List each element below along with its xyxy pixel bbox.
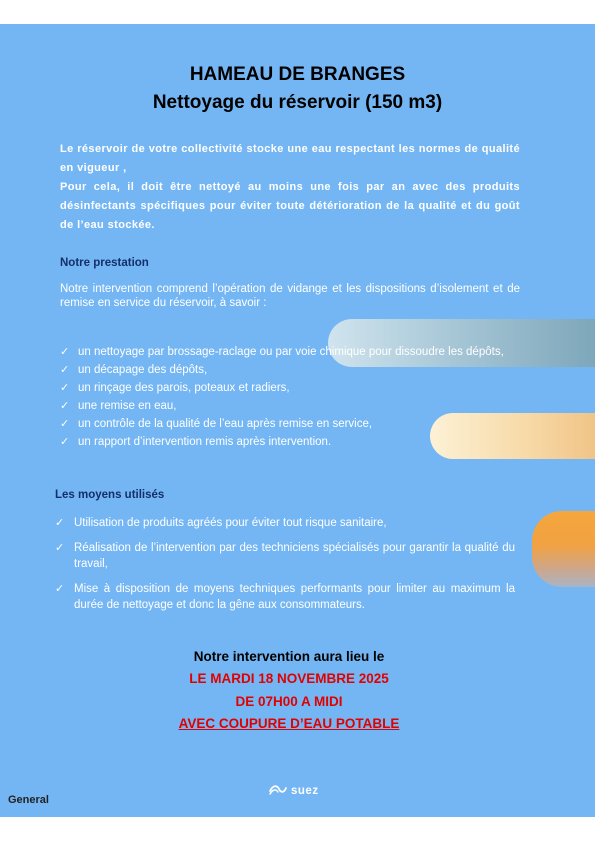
intro-line-1: Le réservoir de votre collectivité stocke une eau respectant les normes de qualité en vigueur , <box>60 143 520 174</box>
checkmark-icon: ✓ <box>60 400 70 412</box>
list-item: ✓ un rapport d’intervention remis après intervention. <box>60 433 530 451</box>
checkmark-icon: ✓ <box>60 436 70 448</box>
checkmark-icon: ✓ <box>55 583 65 595</box>
list-item: ✓ Réalisation de l’intervention par des techniciens spécialisés pour garantir la qualité du travail, <box>55 542 515 570</box>
list-item: ✓ Mise à disposition de moyens techniques performants pour limiter au maximum la durée de nettoyage et donc la gêne aux consommateurs. <box>55 583 515 611</box>
checkmark-icon: ✓ <box>60 346 70 358</box>
decorative-band-sunset <box>532 511 595 587</box>
page-title: HAMEAU DE BRANGES <box>189 64 406 85</box>
list-item: ✓ une remise en eau, <box>60 397 530 415</box>
checkmark-icon: ✓ <box>60 382 70 394</box>
suez-logo <box>268 782 319 799</box>
intro-line-2: Pour cela, il doit être nettoyé au moins une fois par an avec des produits désinfectants spécifiques pour éviter toute détérioration de la qualité et du goût de l’eau stockée. <box>60 181 520 231</box>
prestation-list <box>60 343 530 451</box>
intervention-time: DE 07H00 A MIDI <box>235 694 343 709</box>
checkmark-icon: ✓ <box>55 517 65 529</box>
list-item: ✓ un contrôle de la qualité de l’eau après remise en service, <box>60 415 530 433</box>
flyer-page <box>0 24 595 817</box>
intro-text <box>60 140 520 235</box>
prestation-heading: Notre prestation <box>60 257 149 269</box>
classification-label: General <box>8 794 49 806</box>
checkmark-icon: ✓ <box>60 364 70 376</box>
moyens-heading: Les moyens utilisés <box>55 489 165 501</box>
intervention-notice: Notre intervention aura lieu le <box>193 649 385 664</box>
page-subtitle: Nettoyage du réservoir (150 m3) <box>152 92 443 113</box>
list-item: ✓ Utilisation de produits agréés pour éviter tout risque sanitaire, <box>55 517 387 529</box>
suez-logo-icon <box>268 782 288 799</box>
intervention-date: LE MARDI 18 NOVEMBRE 2025 <box>189 671 389 686</box>
brand-name: suez <box>291 784 319 797</box>
prestation-text: Notre intervention comprend l’opération de vidange et les dispositions d’isolement et de remise en service du réservoir, à savoir : <box>60 283 520 309</box>
list-item: ✓ un décapage des dépôts, <box>60 361 530 379</box>
checkmark-icon: ✓ <box>60 418 70 430</box>
list-item: ✓ un rinçage des parois, poteaux et radiers, <box>60 379 530 397</box>
list-item: ✓ un nettoyage par brossage-raclage ou par voie chimique pour dissoudre les dépôts, <box>60 343 530 361</box>
water-cut-warning: AVEC COUPURE D’EAU POTABLE <box>178 716 400 731</box>
moyens-list <box>55 515 515 622</box>
checkmark-icon: ✓ <box>55 542 65 554</box>
